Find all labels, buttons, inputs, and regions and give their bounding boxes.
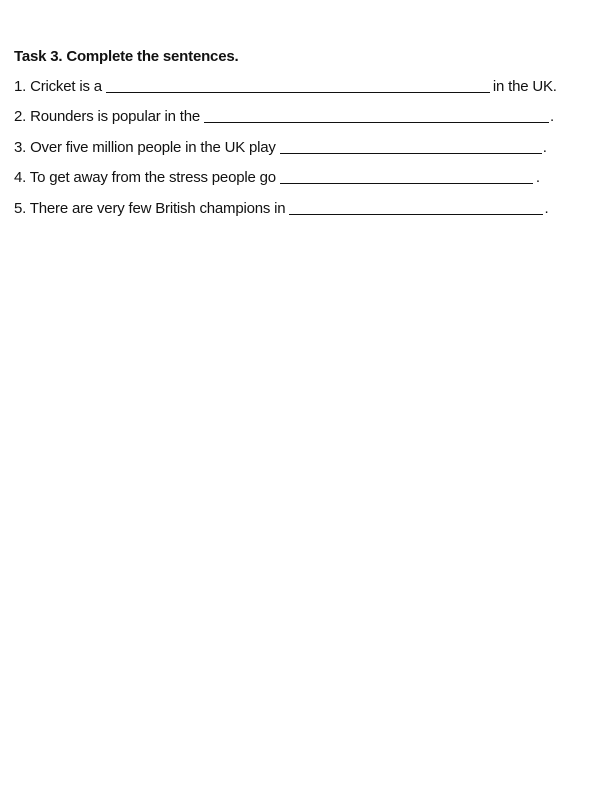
sentence-4-blank[interactable]: [280, 182, 533, 184]
sentence-3-blank[interactable]: [280, 152, 542, 154]
sentence-4-before: 4. To get away from the stress people go: [14, 169, 276, 186]
sentence-5-before: 5. There are very few British champions in: [14, 200, 286, 217]
task-title: Task 3. Complete the sentences.: [14, 48, 239, 65]
sentence-3-before: 3. Over five million people in the UK play: [14, 139, 276, 156]
sentence-1-blank[interactable]: [106, 91, 490, 93]
sentence-5: [14, 198, 548, 218]
sentence-5-blank[interactable]: [289, 213, 543, 215]
sentence-3: [14, 137, 547, 157]
sentence-2-blank[interactable]: [204, 121, 549, 123]
sentence-3-after: .: [542, 139, 547, 156]
sentence-2-before: 2. Rounders is popular in the: [14, 108, 200, 125]
sentence-4-after: .: [535, 169, 540, 186]
sentence-1-before: 1. Cricket is a: [14, 78, 102, 95]
sentence-2-after: .: [550, 108, 554, 125]
sentence-2: [14, 106, 554, 126]
sentence-5-after: .: [544, 200, 549, 217]
sentence-1: [14, 76, 557, 96]
sentence-1-after: in the UK.: [492, 78, 557, 95]
sentence-4: [14, 167, 540, 187]
